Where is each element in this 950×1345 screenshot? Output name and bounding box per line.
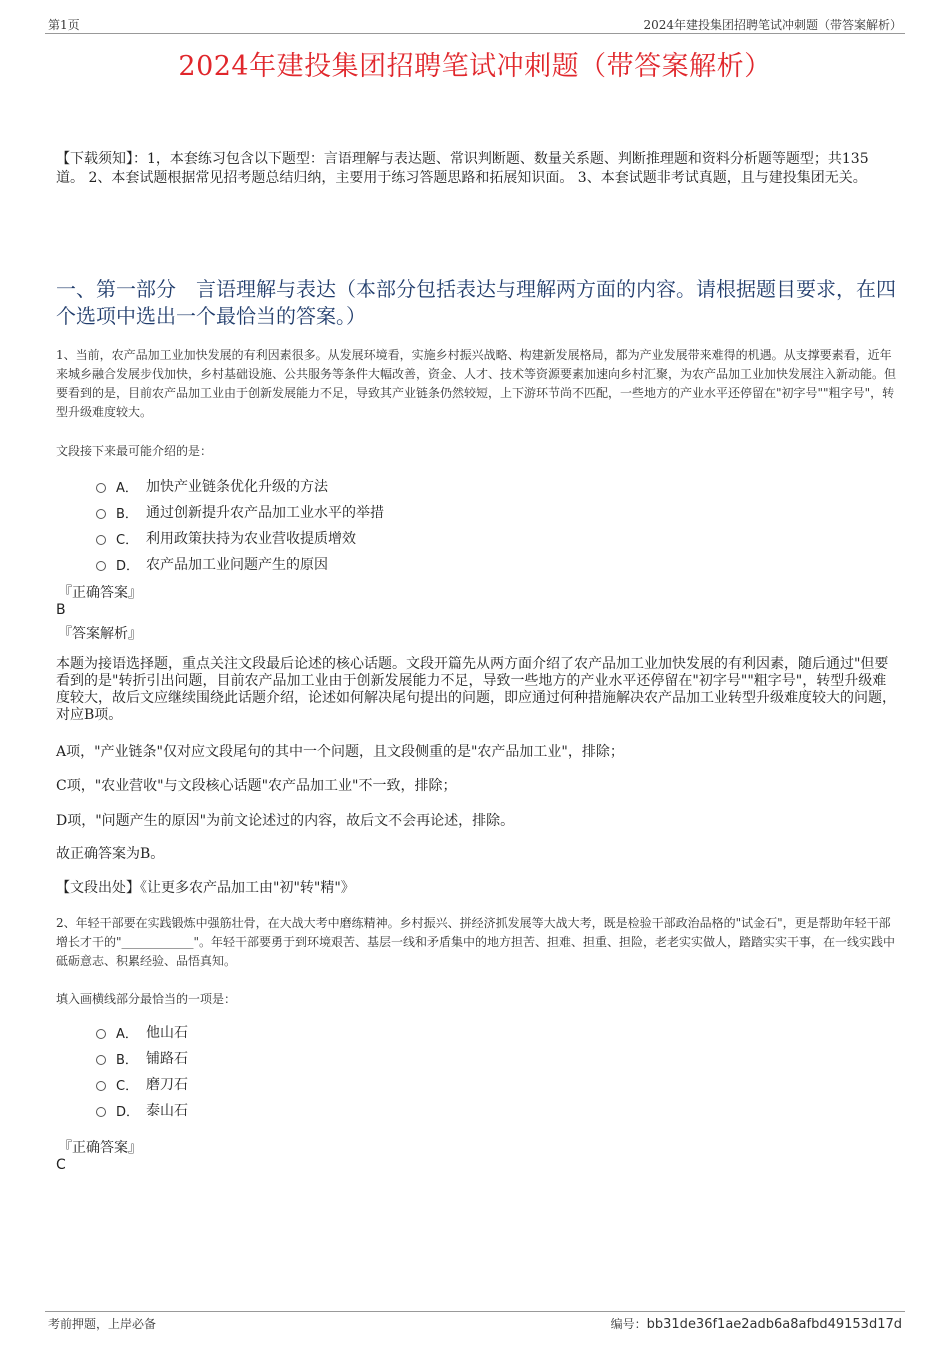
q1-option-d[interactable]: D． 农产品加工业问题产生的原因	[96, 551, 696, 577]
q1-note-a: A项，"产业链条"仅对应文段尾句的其中一个问题，且文段侧重的是"农产品加工业"，排除；	[56, 744, 624, 760]
radio-icon[interactable]	[96, 561, 106, 571]
q1-options	[96, 473, 696, 577]
q1-note-c: C项，"农业营收"与文段核心话题"农产品加工业"不一致，排除；	[56, 778, 457, 794]
radio-icon[interactable]	[96, 483, 106, 493]
radio-icon[interactable]	[96, 1029, 106, 1039]
q1-stem: 1、当前，农产品加工业加快发展的有利因素很多。从发展环境看，实施乡村振兴战略、构建新发展格局，都为产业发展带来难得的机遇。从支撑要素看，近年来城乡融合发展步伐加快，乡村基础设施、公共服务等条件大幅改善，资金、人才、技术等资源要素加速向乡村汇聚，为农产品加工业加快发展注入新动能。但要看到的是，目前农产品加工业由于创新发展能力不足，导致其产业链条仍然较短，上下游环节尚不匹配，一些地方的产业水平还停留在"初字号""粗字号"，转型升级难度较大。	[56, 348, 897, 419]
q2-prompt: 填入画横线部分最恰当的一项是：	[56, 992, 237, 1006]
q1-conclusion: 故正确答案为B。	[56, 846, 165, 862]
q2-stem: 2、年轻干部要在实践锻炼中强筋壮骨，在大战大考中磨练精神。乡村振兴、拼经济抓发展等大战大考，既是检验干部政治品格的"试金石"，更是帮助年轻干部增长才干的"____________"。年轻干部要勇于到环境艰苦、基层一线和矛盾集中的地方担苦、担难、担重、担险，老老实实做人，踏踏实实干事，在一线实践中砥砺意志、积累经验、品悟真知。	[56, 916, 896, 968]
page-header	[45, 14, 905, 34]
q1-option-c[interactable]: C． 利用政策扶持为农业营收提质增效	[96, 525, 696, 551]
radio-icon[interactable]	[96, 1081, 106, 1091]
q1-note-d: D项，"问题产生的原因"为前文论述过的内容，故后文不会再论述，排除。	[56, 813, 515, 829]
q1-answer: B	[56, 602, 66, 618]
q2-answer: C	[56, 1157, 66, 1173]
header-doc-title: 2024年建投集团招聘笔试冲刺题（带答案解析）	[643, 18, 902, 32]
radio-icon[interactable]	[96, 1055, 106, 1065]
section-heading: 一、第一部分 言语理解与表达（本部分包括表达与理解两方面的内容。请根据题目要求，在四个选项中选出一个最恰当的答案。）	[56, 277, 896, 328]
q2-option-b[interactable]: B． 铺路石	[96, 1045, 696, 1071]
page-number: 第1页	[48, 18, 80, 32]
q1-prompt: 文段接下来最可能介绍的是：	[56, 444, 213, 458]
q1-option-b[interactable]: B． 通过创新提升农产品加工业水平的举措	[96, 499, 696, 525]
q1-answer-label: 『正确答案』	[58, 585, 142, 601]
page-footer	[45, 1311, 905, 1333]
radio-icon[interactable]	[96, 1107, 106, 1117]
footer-slogan: 考前押题，上岸必备	[48, 1317, 157, 1331]
download-notice: 【下载须知】：1，本套练习包含以下题型：言语理解与表达题、常识判断题、数量关系题、判断推理题和资料分析题等题型；共135道。 2、本套试题根据常见招考题总结归纳，主要用于练习答题思路和拓展知识面。 3、本套试题非考试真题，且与建投集团无关。	[56, 151, 869, 186]
q1-source: 【文段出处】《让更多农产品加工由"初"转"精"》	[56, 880, 355, 896]
q2-answer-label: 『正确答案』	[58, 1140, 142, 1156]
q1-option-a[interactable]: A． 加快产业链条优化升级的方法	[96, 473, 696, 499]
q2-options	[96, 1019, 696, 1123]
radio-icon[interactable]	[96, 509, 106, 519]
q1-analysis-label: 『答案解析』	[58, 626, 142, 642]
radio-icon[interactable]	[96, 535, 106, 545]
q2-option-d[interactable]: D． 泰山石	[96, 1097, 696, 1123]
footer-code: 编号：bb31de36f1ae2adb6a8afbd49153d17d	[610, 1317, 902, 1332]
q2-option-c[interactable]: C． 磨刀石	[96, 1071, 696, 1097]
q2-option-a[interactable]: A． 他山石	[96, 1019, 696, 1045]
q2-blank: ____________	[121, 935, 194, 949]
q1-analysis: 本题为接语选择题，重点关注文段最后论述的核心话题。文段开篇先从两方面介绍了农产品加工业加快发展的有利因素，随后通过"但要看到的是"转折引出问题，目前农产品加工业由于创新发展能力不足，导致一些地方的产业水平还停留在"初字号""粗字号"，转型升级难度较大，故后文应继续围绕此话题介绍，论述如何解决尾句提出的问题，即应通过何种措施解决农产品加工业转型升级难度较大的问题，对应B项。	[56, 656, 896, 723]
document-title: 2024年建投集团招聘笔试冲刺题（带答案解析）	[178, 51, 772, 82]
